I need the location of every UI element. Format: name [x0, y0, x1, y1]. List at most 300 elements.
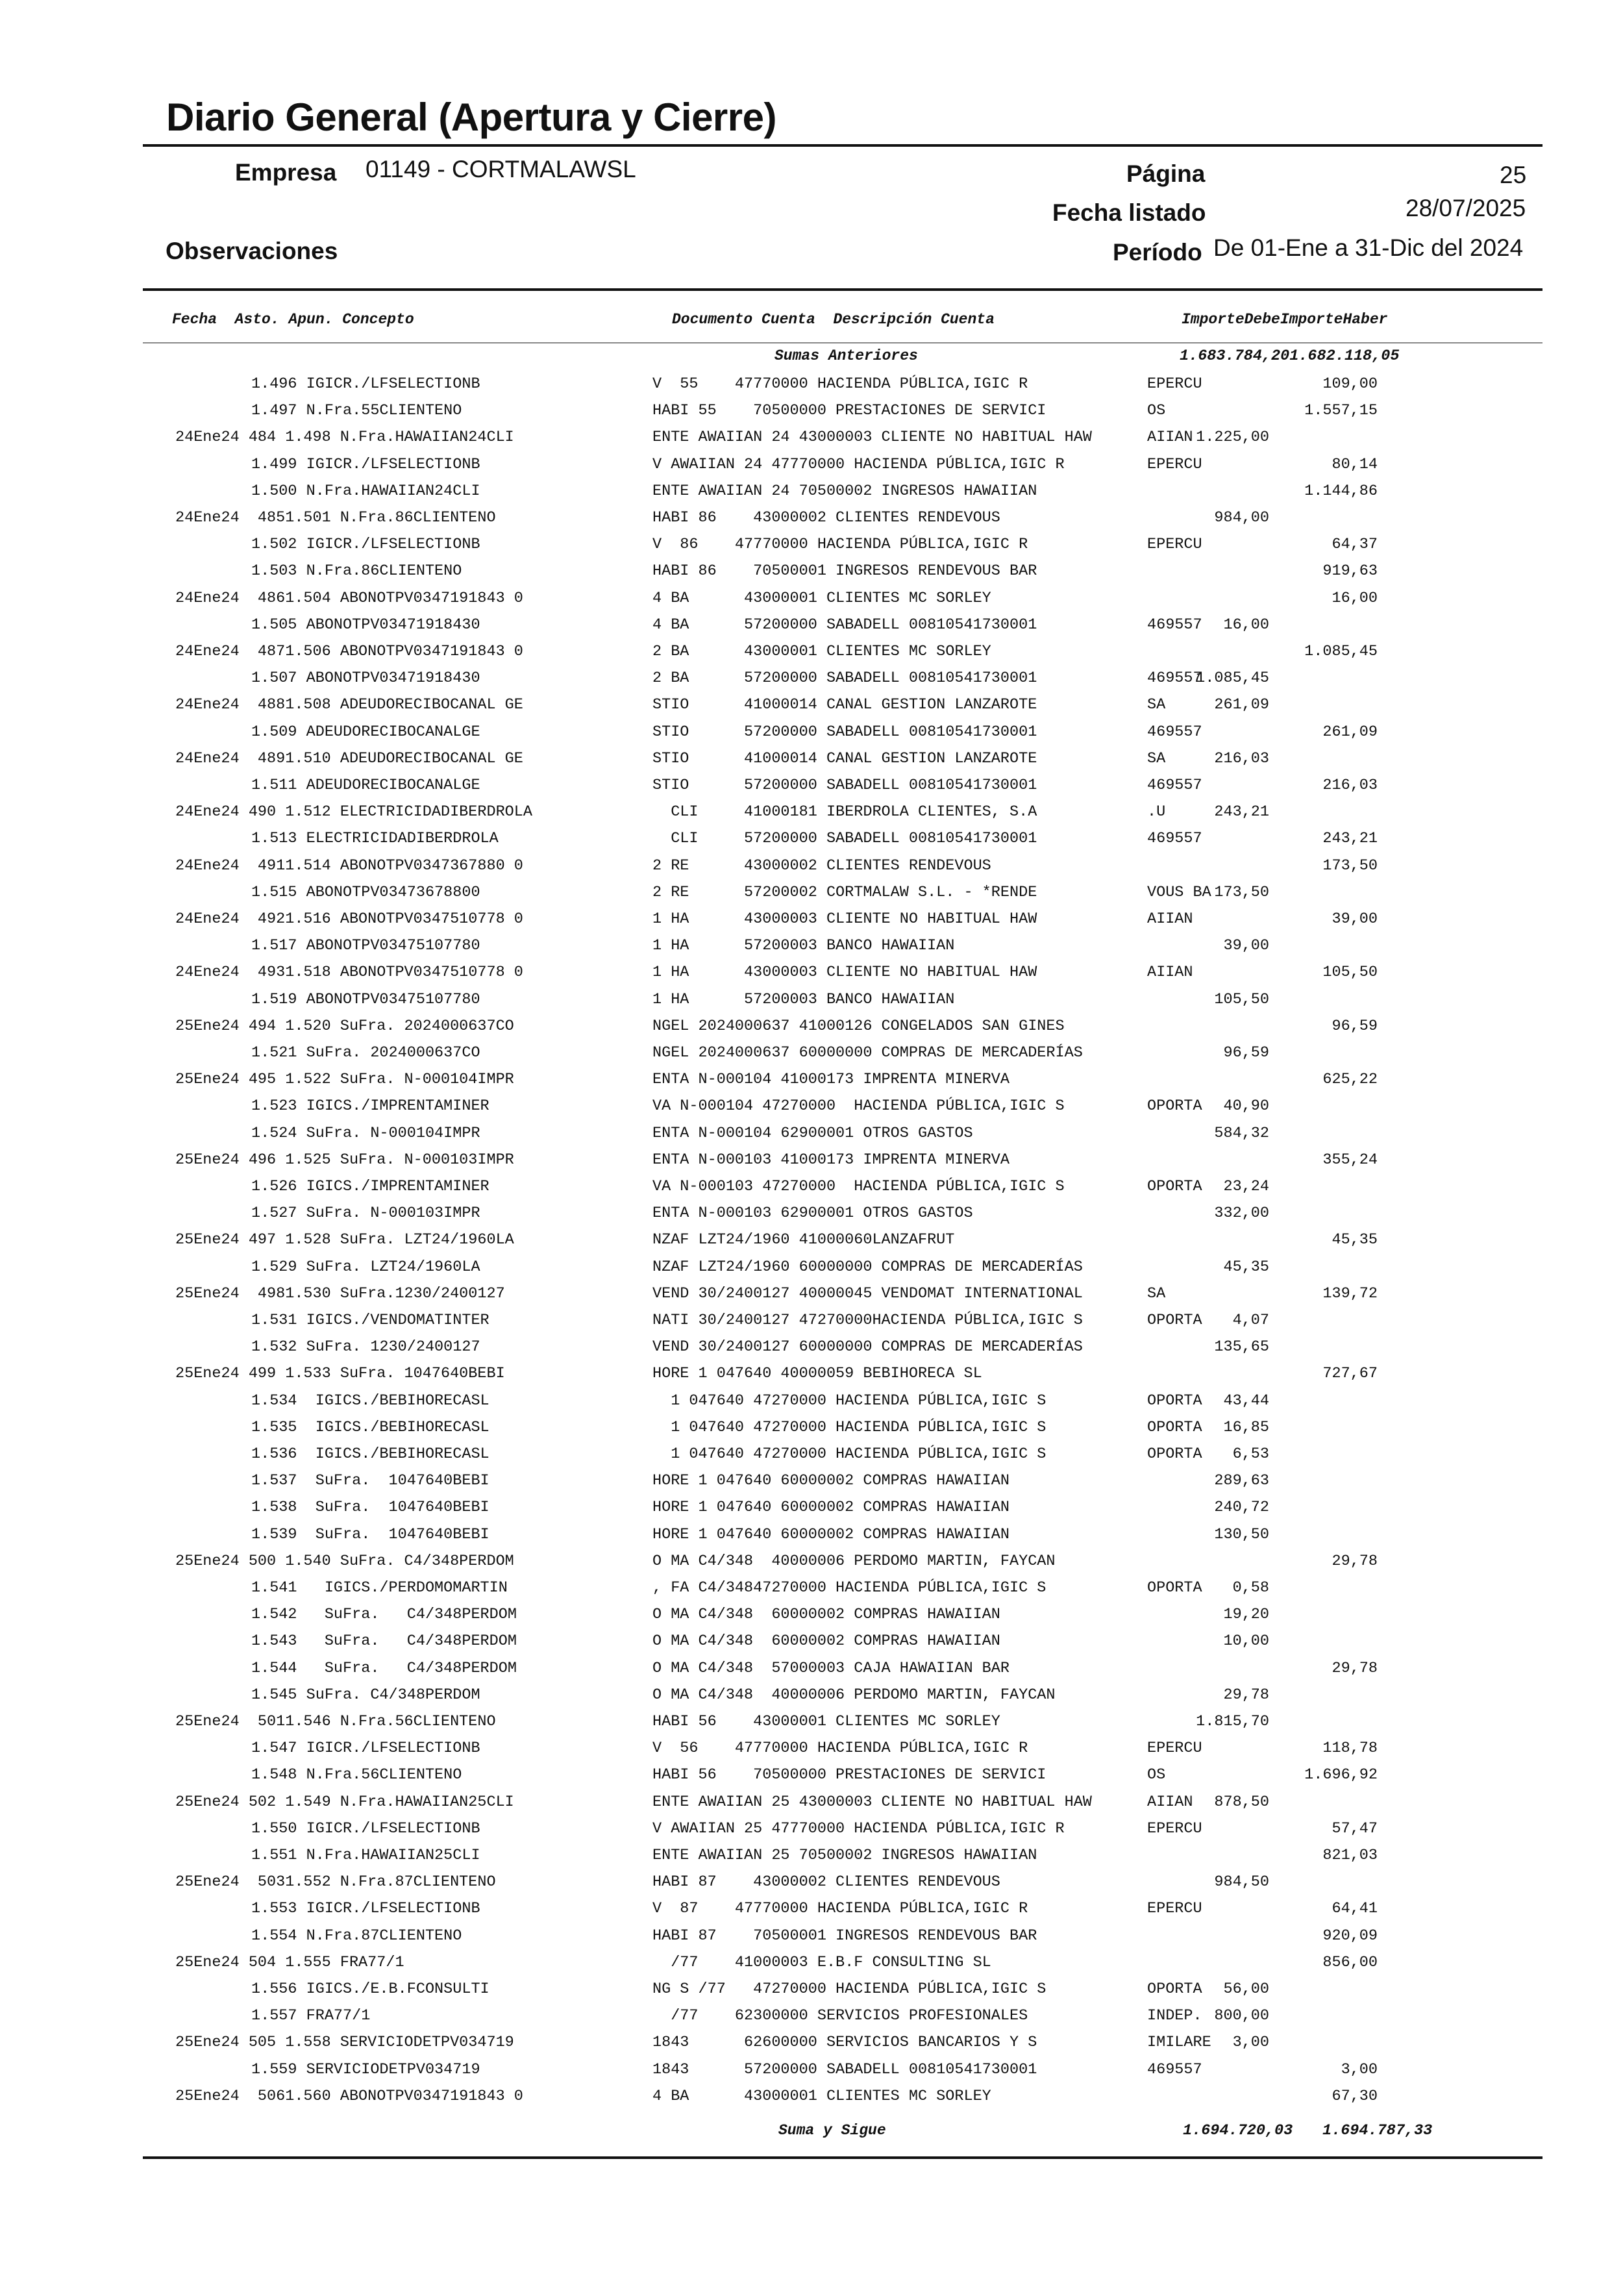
row-cuenta: CLI 41000181 IBERDROLA CLIENTES, S.A: [652, 803, 1037, 821]
journal-row: [0, 590, 1623, 610]
row-cuenta: ENTE AWAIIAN 24 43000003 CLIENTE NO HABITUAL HAW: [652, 429, 1092, 446]
row-concepto: 1.519 ABONOTPV03475107780: [251, 991, 480, 1008]
row-concepto: 24Ene24 4861.504 ABONOTPV0347191843 0: [175, 590, 523, 607]
row-cuenta: 1 047640 47270000 HACIENDA PÚBLICA,IGIC S: [652, 1419, 1047, 1436]
row-haber: 109,00: [1322, 375, 1378, 393]
row-haber: 3,00: [1341, 2061, 1378, 2078]
row-desc-cont: OS: [1147, 1766, 1166, 1784]
observaciones-label: Observaciones: [166, 238, 338, 264]
row-debe: 216,03: [1214, 750, 1269, 767]
pagina-value: 25: [1500, 162, 1527, 188]
row-cuenta: O MA C4/348 57000003 CAJA HAWAIIAN BAR: [652, 1660, 1010, 1677]
row-cuenta: STIO 57200000 SABADELL 00810541730001: [652, 777, 1037, 794]
row-haber: 118,78: [1322, 1740, 1378, 1757]
journal-row: [0, 1954, 1623, 1975]
row-haber: 821,03: [1322, 1847, 1378, 1864]
row-desc-cont: EPERCU: [1147, 1740, 1202, 1757]
row-concepto: 1.496 IGICR./LFSELECTIONB: [251, 375, 480, 393]
row-cuenta: HORE 1 047640 60000002 COMPRAS HAWAIIAN: [652, 1472, 1010, 1490]
journal-row: [0, 1686, 1623, 1707]
row-desc-cont: 469557: [1147, 669, 1202, 687]
row-haber: 355,24: [1322, 1151, 1378, 1169]
row-haber: 139,72: [1322, 1285, 1378, 1303]
row-concepto: 1.529 SuFra. LZT24/1960LA: [251, 1258, 480, 1276]
journal-row: [0, 696, 1623, 717]
row-debe: 23,24: [1223, 1178, 1269, 1195]
row-concepto: 25Ene24 495 1.522 SuFra. N-000104IMPR: [175, 1071, 514, 1088]
row-debe: 3,00: [1232, 2034, 1269, 2051]
pagina-label: Página: [1126, 160, 1206, 187]
row-concepto: 1.543 SuFra. C4/348PERDOM: [251, 1632, 517, 1650]
journal-row: [0, 910, 1623, 931]
row-concepto: 25Ene24 5061.560 ABONOTPV0347191843 0: [175, 2088, 523, 2105]
journal-row: [0, 884, 1623, 905]
row-concepto: 25Ene24 497 1.528 SuFra. LZT24/1960LA: [175, 1231, 514, 1249]
row-concepto: 24Ene24 4891.510 ADEUDORECIBOCANAL GE: [175, 750, 523, 767]
sumas-anteriores-values: 1.683.784,201.682.118,05: [1180, 347, 1400, 365]
fecha-listado-value: 28/07/2025: [1406, 195, 1526, 221]
row-desc-cont: SA: [1147, 750, 1166, 767]
row-concepto: 25Ene24 499 1.533 SuFra. 1047640BEBI: [175, 1365, 505, 1382]
journal-row: [0, 1178, 1623, 1199]
suma-y-sigue-label: Suma y Sigue: [778, 2122, 886, 2139]
row-cuenta: STIO 57200000 SABADELL 00810541730001: [652, 723, 1037, 741]
journal-row: [0, 964, 1623, 984]
journal-row: [0, 429, 1623, 449]
row-debe: 800,00: [1214, 2007, 1269, 2025]
row-cuenta: ENTE AWAIIAN 25 43000003 CLIENTE NO HABITUAL HAW: [652, 1793, 1092, 1811]
row-concepto: 24Ene24 4881.508 ADEUDORECIBOCANAL GE: [175, 696, 523, 714]
journal-row: [0, 830, 1623, 851]
journal-row: [0, 2034, 1623, 2054]
journal-row: [0, 1285, 1623, 1306]
journal-row: [0, 1766, 1623, 1787]
row-concepto: 1.545 SuFra. C4/348PERDOM: [251, 1686, 480, 1704]
row-cuenta: HABI 86 43000002 CLIENTES RENDEVOUS: [652, 509, 1000, 527]
row-concepto: 1.556 IGICS./E.B.FCONSULTI: [251, 1980, 489, 1998]
row-cuenta: VEND 30/2400127 60000000 COMPRAS DE MERCADERÍAS: [652, 1338, 1083, 1356]
row-cuenta: HABI 86 70500001 INGRESOS RENDEVOUS BAR: [652, 562, 1037, 580]
row-concepto: 24Ene24 4931.518 ABONOTPV0347510778 0: [175, 964, 523, 981]
journal-row: [0, 1231, 1623, 1252]
row-cuenta: CLI 57200000 SABADELL 00810541730001: [652, 830, 1037, 847]
row-cuenta: HORE 1 047640 40000059 BEBIHORECA SL: [652, 1365, 982, 1382]
journal-row: [0, 669, 1623, 690]
row-haber: 243,21: [1322, 830, 1378, 847]
row-desc-cont: 469557: [1147, 2061, 1202, 2078]
row-debe: 105,50: [1214, 991, 1269, 1008]
row-concepto: 24Ene24 4871.506 ABONOTPV0347191843 0: [175, 643, 523, 660]
row-debe: 130,50: [1214, 1526, 1269, 1543]
row-cuenta: HORE 1 047640 60000002 COMPRAS HAWAIIAN: [652, 1499, 1010, 1516]
journal-row: [0, 1820, 1623, 1841]
row-cuenta: VEND 30/2400127 40000045 VENDOMAT INTERNATIONAL: [652, 1285, 1083, 1303]
row-debe: 40,90: [1223, 1097, 1269, 1115]
row-desc-cont: EPERCU: [1147, 1820, 1202, 1838]
row-desc-cont: 469557: [1147, 723, 1202, 741]
journal-row: [0, 1258, 1623, 1279]
row-cuenta: NGEL 2024000637 60000000 COMPRAS DE MERCADERÍAS: [652, 1044, 1083, 1062]
row-concepto: 1.538 SuFra. 1047640BEBI: [251, 1499, 489, 1516]
row-cuenta: NZAF LZT24/1960 41000060LANZAFRUT: [652, 1231, 955, 1249]
row-desc-cont: OPORTA: [1147, 1097, 1202, 1115]
row-cuenta: 4 BA 43000001 CLIENTES MC SORLEY: [652, 590, 991, 607]
row-cuenta: ENTE AWAIIAN 25 70500002 INGRESOS HAWAIIAN: [652, 1847, 1037, 1864]
journal-row: [0, 1526, 1623, 1547]
journal-row: [0, 1713, 1623, 1734]
row-concepto: 1.497 N.Fra.55CLIENTENO: [251, 402, 462, 419]
row-concepto: 1.554 N.Fra.87CLIENTENO: [251, 1927, 462, 1945]
row-concepto: 24Ene24 484 1.498 N.Fra.HAWAIIAN24CLI: [175, 429, 514, 446]
row-cuenta: ENTA N-000103 62900001 OTROS GASTOS: [652, 1204, 973, 1222]
row-desc-cont: VOUS BA: [1147, 884, 1211, 901]
journal-row: [0, 1312, 1623, 1332]
row-concepto: 1.532 SuFra. 1230/2400127: [251, 1338, 480, 1356]
row-desc-cont: INDEP.: [1147, 2007, 1202, 2025]
row-cuenta: V 86 47770000 HACIENDA PÚBLICA,IGIC R: [652, 536, 1028, 553]
row-cuenta: 4 BA 57200000 SABADELL 00810541730001: [652, 616, 1037, 634]
row-cuenta: 1 047640 47270000 HACIENDA PÚBLICA,IGIC S: [652, 1445, 1047, 1463]
journal-row: [0, 1445, 1623, 1466]
row-cuenta: ENTA N-000103 41000173 IMPRENTA MINERVA: [652, 1151, 1010, 1169]
row-haber: 64,41: [1332, 1900, 1378, 1917]
row-concepto: 25Ene24 500 1.540 SuFra. C4/348PERDOM: [175, 1553, 514, 1570]
journal-row: [0, 1927, 1623, 1948]
journal-row: [0, 562, 1623, 583]
row-desc-cont: AIIAN: [1147, 1793, 1193, 1811]
row-concepto: 25Ene24 5031.552 N.Fra.87CLIENTENO: [175, 1873, 496, 1891]
journal-row: [0, 991, 1623, 1012]
journal-row: [0, 643, 1623, 664]
row-concepto: 1.523 IGICS./IMPRENTAMINER: [251, 1097, 489, 1115]
row-cuenta: NZAF LZT24/1960 60000000 COMPRAS DE MERCADERÍAS: [652, 1258, 1083, 1276]
row-desc-cont: IMILARE: [1147, 2034, 1211, 2051]
journal-row: [0, 723, 1623, 744]
row-debe: 289,63: [1214, 1472, 1269, 1490]
row-debe: 584,32: [1214, 1125, 1269, 1142]
row-debe: 135,65: [1214, 1338, 1269, 1356]
row-haber: 1.557,15: [1304, 402, 1378, 419]
row-cuenta: V AWAIIAN 24 47770000 HACIENDA PÚBLICA,IGIC R: [652, 456, 1065, 473]
row-haber: 1.085,45: [1304, 643, 1378, 660]
row-cuenta: HABI 87 70500001 INGRESOS RENDEVOUS BAR: [652, 1927, 1037, 1945]
row-debe: 16,85: [1223, 1419, 1269, 1436]
row-cuenta: 2 BA 57200000 SABADELL 00810541730001: [652, 669, 1037, 687]
row-haber: 216,03: [1322, 777, 1378, 794]
row-concepto: 25Ene24 4981.530 SuFra.1230/2400127: [175, 1285, 505, 1303]
row-cuenta: NG S /77 47270000 HACIENDA PÚBLICA,IGIC S: [652, 1980, 1047, 1998]
journal-row: [0, 1071, 1623, 1092]
report-title: Diario General (Apertura y Cierre): [166, 95, 776, 139]
column-header-middle: Documento Cuenta Descripción Cuenta: [672, 311, 995, 328]
row-concepto: 1.548 N.Fra.56CLIENTENO: [251, 1766, 462, 1784]
row-haber: 39,00: [1332, 910, 1378, 928]
row-concepto: 1.513 ELECTRICIDADIBERDROLA: [251, 830, 499, 847]
journal-row: [0, 509, 1623, 530]
row-haber: 105,50: [1322, 964, 1378, 981]
row-concepto: 24Ene24 4921.516 ABONOTPV0347510778 0: [175, 910, 523, 928]
row-concepto: 1.527 SuFra. N-000103IMPR: [251, 1204, 480, 1222]
sumas-anteriores-label: Sumas Anteriores: [774, 347, 918, 364]
row-concepto: 1.509 ADEUDORECIBOCANALGE: [251, 723, 480, 741]
row-concepto: 25Ene24 5011.546 N.Fra.56CLIENTENO: [175, 1713, 496, 1730]
row-cuenta: 2 RE 43000002 CLIENTES RENDEVOUS: [652, 857, 991, 875]
row-debe: 1.225,00: [1196, 429, 1269, 446]
row-cuenta: STIO 41000014 CANAL GESTION LANZAROTE: [652, 696, 1037, 714]
row-desc-cont: EPERCU: [1147, 1900, 1202, 1917]
row-desc-cont: 469557: [1147, 830, 1202, 847]
row-concepto: 1.536 IGICS./BEBIHORECASL: [251, 1445, 489, 1463]
journal-row: [0, 1017, 1623, 1038]
row-haber: 1.144,86: [1304, 482, 1378, 500]
row-desc-cont: .U: [1147, 803, 1166, 821]
row-debe: 1.085,45: [1196, 669, 1269, 687]
row-desc-cont: OPORTA: [1147, 1392, 1202, 1410]
row-cuenta: , FA C4/34847270000 HACIENDA PÚBLICA,IGIC S: [652, 1579, 1047, 1597]
row-concepto: 24Ene24 490 1.512 ELECTRICIDADIBERDROLA: [175, 803, 532, 821]
row-cuenta: NATI 30/2400127 47270000HACIENDA PÚBLICA,IGIC S: [652, 1312, 1083, 1329]
row-concepto: 1.550 IGICR./LFSELECTIONB: [251, 1820, 480, 1838]
row-haber: 919,63: [1322, 562, 1378, 580]
row-concepto: 1.557 FRA77/1: [251, 2007, 371, 2025]
journal-row: [0, 2088, 1623, 2108]
row-cuenta: /77 41000003 E.B.F CONSULTING SL: [652, 1954, 991, 1971]
row-cuenta: V 55 47770000 HACIENDA PÚBLICA,IGIC R: [652, 375, 1028, 393]
row-desc-cont: AIIAN: [1147, 910, 1193, 928]
row-cuenta: VA N-000104 47270000 HACIENDA PÚBLICA,IGIC S: [652, 1097, 1065, 1115]
journal-row: [0, 1044, 1623, 1065]
journal-row: [0, 1097, 1623, 1118]
journal-row: [0, 1606, 1623, 1627]
row-debe: 6,53: [1232, 1445, 1269, 1463]
row-cuenta: HABI 56 70500000 PRESTACIONES DE SERVICI: [652, 1766, 1047, 1784]
row-concepto: 1.503 N.Fra.86CLIENTENO: [251, 562, 462, 580]
journal-row: [0, 536, 1623, 556]
row-desc-cont: OPORTA: [1147, 1178, 1202, 1195]
row-cuenta: HABI 56 43000001 CLIENTES MC SORLEY: [652, 1713, 1000, 1730]
row-debe: 243,21: [1214, 803, 1269, 821]
journal-row: [0, 1392, 1623, 1413]
row-concepto: 25Ene24 505 1.558 SERVICIODETPV034719: [175, 2034, 514, 2051]
row-desc-cont: 469557: [1147, 616, 1202, 634]
row-desc-cont: OS: [1147, 402, 1166, 419]
row-desc-cont: SA: [1147, 696, 1166, 714]
row-concepto: 1.524 SuFra. N-000104IMPR: [251, 1125, 480, 1142]
row-concepto: 1.511 ADEUDORECIBOCANALGE: [251, 777, 480, 794]
row-debe: 878,50: [1214, 1793, 1269, 1811]
row-haber: 856,00: [1322, 1954, 1378, 1971]
row-debe: 45,35: [1223, 1258, 1269, 1276]
journal-row: [0, 1980, 1623, 2001]
row-haber: 173,50: [1322, 857, 1378, 875]
journal-row: [0, 1740, 1623, 1760]
row-concepto: 25Ene24 504 1.555 FRA77/1: [175, 1954, 404, 1971]
row-concepto: 1.531 IGICS./VENDOMATINTER: [251, 1312, 489, 1329]
row-debe: 0,58: [1232, 1579, 1269, 1597]
row-haber: 67,30: [1332, 2088, 1378, 2105]
row-desc-cont: 469557: [1147, 777, 1202, 794]
row-haber: 16,00: [1332, 590, 1378, 607]
row-concepto: 1.544 SuFra. C4/348PERDOM: [251, 1660, 517, 1677]
journal-row: [0, 1873, 1623, 1894]
row-debe: 56,00: [1223, 1980, 1269, 1998]
row-cuenta: HORE 1 047640 60000002 COMPRAS HAWAIIAN: [652, 1526, 1010, 1543]
journal-row: [0, 803, 1623, 824]
row-concepto: 25Ene24 502 1.549 N.Fra.HAWAIIAN25CLI: [175, 1793, 514, 1811]
row-desc-cont: OPORTA: [1147, 1419, 1202, 1436]
row-desc-cont: OPORTA: [1147, 1445, 1202, 1463]
journal-row: [0, 777, 1623, 797]
row-desc-cont: EPERCU: [1147, 536, 1202, 553]
row-cuenta: ENTA N-000104 41000173 IMPRENTA MINERVA: [652, 1071, 1010, 1088]
row-concepto: 1.547 IGICR./LFSELECTIONB: [251, 1740, 480, 1757]
row-cuenta: STIO 41000014 CANAL GESTION LANZAROTE: [652, 750, 1037, 767]
row-desc-cont: AIIAN: [1147, 429, 1193, 446]
journal-row: [0, 937, 1623, 958]
row-desc-cont: SA: [1147, 1285, 1166, 1303]
row-cuenta: 1 HA 43000003 CLIENTE NO HABITUAL HAW: [652, 964, 1037, 981]
column-header-right: ImporteDebeImporteHaber: [1182, 311, 1388, 328]
row-desc-cont: OPORTA: [1147, 1980, 1202, 1998]
fecha-listado-label: Fecha listado: [1052, 199, 1206, 226]
journal-row: [0, 1338, 1623, 1359]
journal-row: [0, 1660, 1623, 1680]
row-haber: 29,78: [1332, 1660, 1378, 1677]
suma-y-sigue-debe: 1.694.720,03: [1183, 2122, 1293, 2140]
row-concepto: 1.499 IGICR./LFSELECTIONB: [251, 456, 480, 473]
suma-y-sigue-haber: 1.694.787,33: [1322, 2122, 1433, 2140]
row-cuenta: 1 047640 47270000 HACIENDA PÚBLICA,IGIC S: [652, 1392, 1047, 1410]
row-haber: 80,14: [1332, 456, 1378, 473]
journal-row: [0, 1499, 1623, 1519]
row-debe: 19,20: [1223, 1606, 1269, 1623]
row-haber: 29,78: [1332, 1553, 1378, 1570]
row-desc-cont: OPORTA: [1147, 1579, 1202, 1597]
row-cuenta: 2 BA 43000001 CLIENTES MC SORLEY: [652, 643, 991, 660]
row-concepto: 1.521 SuFra. 2024000637CO: [251, 1044, 480, 1062]
empresa-label: Empresa: [235, 159, 337, 186]
row-debe: 984,50: [1214, 1873, 1269, 1891]
column-header-left: Fecha Asto. Apun. Concepto: [172, 311, 414, 328]
row-haber: 96,59: [1332, 1017, 1378, 1035]
row-desc-cont: EPERCU: [1147, 375, 1202, 393]
row-cuenta: HABI 55 70500000 PRESTACIONES DE SERVICI: [652, 402, 1047, 419]
row-haber: 625,22: [1322, 1071, 1378, 1088]
row-concepto: 1.539 SuFra. 1047640BEBI: [251, 1526, 489, 1543]
row-concepto: 25Ene24 494 1.520 SuFra. 2024000637CO: [175, 1017, 514, 1035]
journal-row: [0, 1365, 1623, 1386]
journal-row: [0, 1632, 1623, 1653]
journal-row: [0, 857, 1623, 878]
journal-row: [0, 1419, 1623, 1440]
journal-row: [0, 1900, 1623, 1921]
row-cuenta: O MA C4/348 60000002 COMPRAS HAWAIIAN: [652, 1632, 1000, 1650]
row-concepto: 1.541 IGICS./PERDOMOMARTIN: [251, 1579, 508, 1597]
journal-row: [0, 1125, 1623, 1145]
row-debe: 43,44: [1223, 1392, 1269, 1410]
row-debe: 16,00: [1223, 616, 1269, 634]
journal-row: [0, 616, 1623, 637]
row-haber: 64,37: [1332, 536, 1378, 553]
journal-row: [0, 1472, 1623, 1493]
row-debe: 261,09: [1214, 696, 1269, 714]
journal-row: [0, 750, 1623, 771]
journal-row: [0, 2007, 1623, 2028]
row-cuenta: 4 BA 43000001 CLIENTES MC SORLEY: [652, 2088, 991, 2105]
row-haber: 920,09: [1322, 1927, 1378, 1945]
row-concepto: 1.551 N.Fra.HAWAIIAN25CLI: [251, 1847, 480, 1864]
row-concepto: 1.534 IGICS./BEBIHORECASL: [251, 1392, 489, 1410]
row-debe: 173,50: [1214, 884, 1269, 901]
row-concepto: 25Ene24 496 1.525 SuFra. N-000103IMPR: [175, 1151, 514, 1169]
row-desc-cont: EPERCU: [1147, 456, 1202, 473]
row-haber: 45,35: [1332, 1231, 1378, 1249]
row-concepto: 1.515 ABONOTPV03473678800: [251, 884, 480, 901]
row-haber: 57,47: [1332, 1820, 1378, 1838]
journal-row: [0, 1793, 1623, 1814]
row-concepto: 1.507 ABONOTPV03471918430: [251, 669, 480, 687]
row-concepto: 1.542 SuFra. C4/348PERDOM: [251, 1606, 517, 1623]
row-desc-cont: AIIAN: [1147, 964, 1193, 981]
row-haber: 727,67: [1322, 1365, 1378, 1382]
row-cuenta: 2 RE 57200002 CORTMALAW S.L. - *RENDE: [652, 884, 1037, 901]
journal-row: [0, 375, 1623, 396]
row-cuenta: 1843 57200000 SABADELL 00810541730001: [652, 2061, 1037, 2078]
row-cuenta: V 56 47770000 HACIENDA PÚBLICA,IGIC R: [652, 1740, 1028, 1757]
row-cuenta: O MA C4/348 40000006 PERDOMO MARTIN, FAYCAN: [652, 1686, 1056, 1704]
row-debe: 4,07: [1232, 1312, 1269, 1329]
row-cuenta: ENTE AWAIIAN 24 70500002 INGRESOS HAWAIIAN: [652, 482, 1037, 500]
row-haber: 1.696,92: [1304, 1766, 1378, 1784]
row-cuenta: NGEL 2024000637 41000126 CONGELADOS SAN GINES: [652, 1017, 1065, 1035]
empresa-value: 01149 - CORTMALAWSL: [365, 156, 636, 182]
row-debe: 332,00: [1214, 1204, 1269, 1222]
row-concepto: 1.535 IGICS./BEBIHORECASL: [251, 1419, 489, 1436]
row-concepto: 24Ene24 4911.514 ABONOTPV0347367880 0: [175, 857, 523, 875]
journal-row: [0, 1204, 1623, 1225]
row-debe: 39,00: [1223, 937, 1269, 955]
row-haber: 261,09: [1322, 723, 1378, 741]
row-concepto: 24Ene24 4851.501 N.Fra.86CLIENTENO: [175, 509, 496, 527]
row-concepto: 1.505 ABONOTPV03471918430: [251, 616, 480, 634]
periodo-value: De 01-Ene a 31-Dic del 2024: [1213, 234, 1524, 261]
row-debe: 1.815,70: [1196, 1713, 1269, 1730]
row-cuenta: O MA C4/348 60000002 COMPRAS HAWAIIAN: [652, 1606, 1000, 1623]
row-concepto: 1.559 SERVICIODETPV034719: [251, 2061, 480, 2078]
journal-row: [0, 1151, 1623, 1172]
row-cuenta: VA N-000103 47270000 HACIENDA PÚBLICA,IGIC S: [652, 1178, 1065, 1195]
row-concepto: 1.537 SuFra. 1047640BEBI: [251, 1472, 489, 1490]
row-debe: 240,72: [1214, 1499, 1269, 1516]
row-cuenta: /77 62300000 SERVICIOS PROFESIONALES: [652, 2007, 1028, 2025]
row-debe: 984,00: [1214, 509, 1269, 527]
row-desc-cont: OPORTA: [1147, 1312, 1202, 1329]
row-debe: 29,78: [1223, 1686, 1269, 1704]
row-concepto: 1.500 N.Fra.HAWAIIAN24CLI: [251, 482, 480, 500]
journal-row: [0, 1579, 1623, 1600]
journal-row: [0, 482, 1623, 503]
row-cuenta: 1 HA 57200003 BANCO HAWAIIAN: [652, 991, 955, 1008]
row-concepto: 1.526 IGICS./IMPRENTAMINER: [251, 1178, 489, 1195]
journal-row: [0, 456, 1623, 477]
journal-row: [0, 1847, 1623, 1867]
row-cuenta: 1 HA 57200003 BANCO HAWAIIAN: [652, 937, 955, 955]
row-concepto: 1.502 IGICR./LFSELECTIONB: [251, 536, 480, 553]
row-cuenta: O MA C4/348 40000006 PERDOMO MARTIN, FAYCAN: [652, 1553, 1056, 1570]
row-cuenta: 1 HA 43000003 CLIENTE NO HABITUAL HAW: [652, 910, 1037, 928]
row-cuenta: ENTA N-000104 62900001 OTROS GASTOS: [652, 1125, 973, 1142]
row-debe: 10,00: [1223, 1632, 1269, 1650]
